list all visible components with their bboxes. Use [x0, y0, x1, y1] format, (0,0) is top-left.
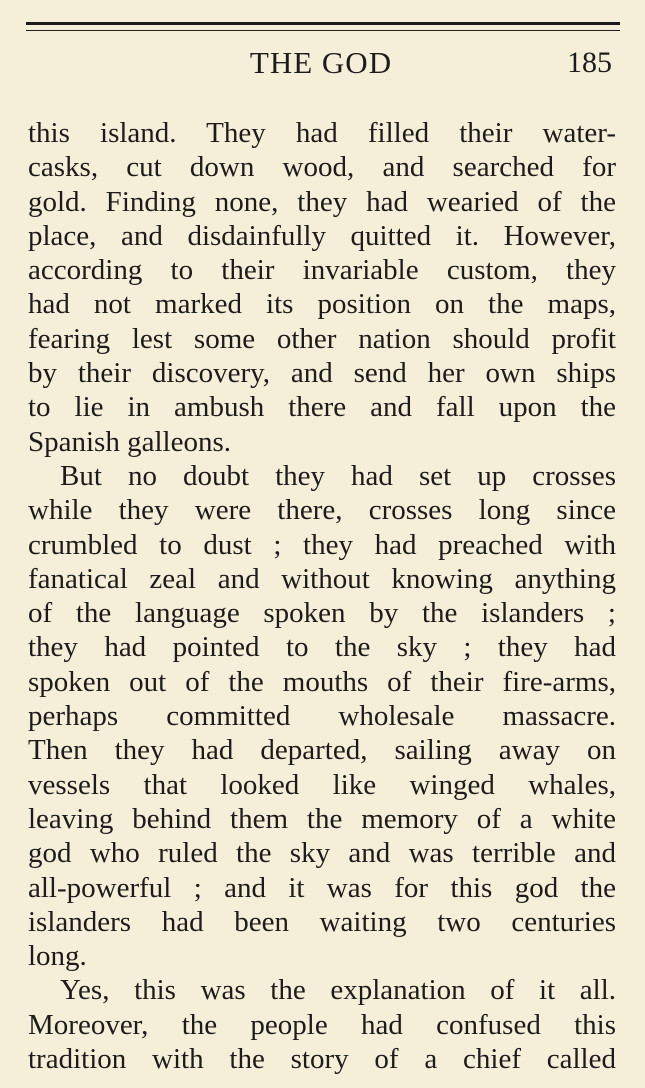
page-header: [26, 42, 616, 84]
text-line: to lie in ambush there and fall upon the: [28, 391, 616, 424]
text-line: Yes, this was the explanation of it all.: [60, 974, 616, 1007]
page-number: 185: [567, 46, 612, 79]
text-line: gold. Finding none, they had wearied of the: [28, 185, 616, 218]
text-line: Then they had departed, sailing away on: [28, 734, 616, 767]
text-line: islanders had been waiting two centuries: [28, 905, 616, 938]
running-head: THE GOD: [249, 45, 393, 80]
text-line: had not marked its position on the maps,: [28, 288, 616, 321]
text-line: casks, cut down wood, and searched for: [28, 151, 616, 184]
text-line: place, and disdainfully quitted it. However,: [28, 219, 616, 252]
text-line: Spanish galleons.: [28, 425, 231, 458]
text-line: by their discovery, and send her own ships: [28, 357, 616, 390]
text-line: they had pointed to the sky ; they had: [28, 631, 616, 664]
text-line: while they were there, crosses long since: [28, 494, 616, 527]
text-line: leaving behind them the memory of a white: [28, 802, 616, 835]
header-rule-thin: [26, 30, 620, 31]
text-line: god who ruled the sky and was terrible and: [28, 837, 616, 870]
text-line: fanatical zeal and without knowing anything: [28, 562, 616, 595]
text-line: tradition with the story of a chief called: [28, 1043, 616, 1076]
text-line: this island. They had filled their water-: [28, 117, 616, 149]
text-line: spoken out of the mouths of their fire-arms,: [28, 665, 616, 698]
text-line: fearing lest some other nation should profit: [28, 322, 616, 355]
header-rule-thick: [26, 22, 620, 25]
text-line: But no doubt they had set up crosses: [60, 459, 616, 492]
text-line: crumbled to dust ; they had preached with: [28, 528, 616, 561]
text-line: according to their invariable custom, they: [28, 254, 616, 287]
text-line: all-powerful ; and it was for this god the: [28, 871, 616, 904]
text-line: perhaps committed wholesale massacre.: [28, 700, 616, 733]
text-line: of the language spoken by the islanders ;: [28, 597, 616, 630]
body-text: [28, 116, 616, 1076]
text-line: Moreover, the people had confused this: [28, 1008, 616, 1041]
text-line: vessels that looked like winged whales,: [28, 768, 616, 801]
text-line: long.: [28, 940, 87, 973]
